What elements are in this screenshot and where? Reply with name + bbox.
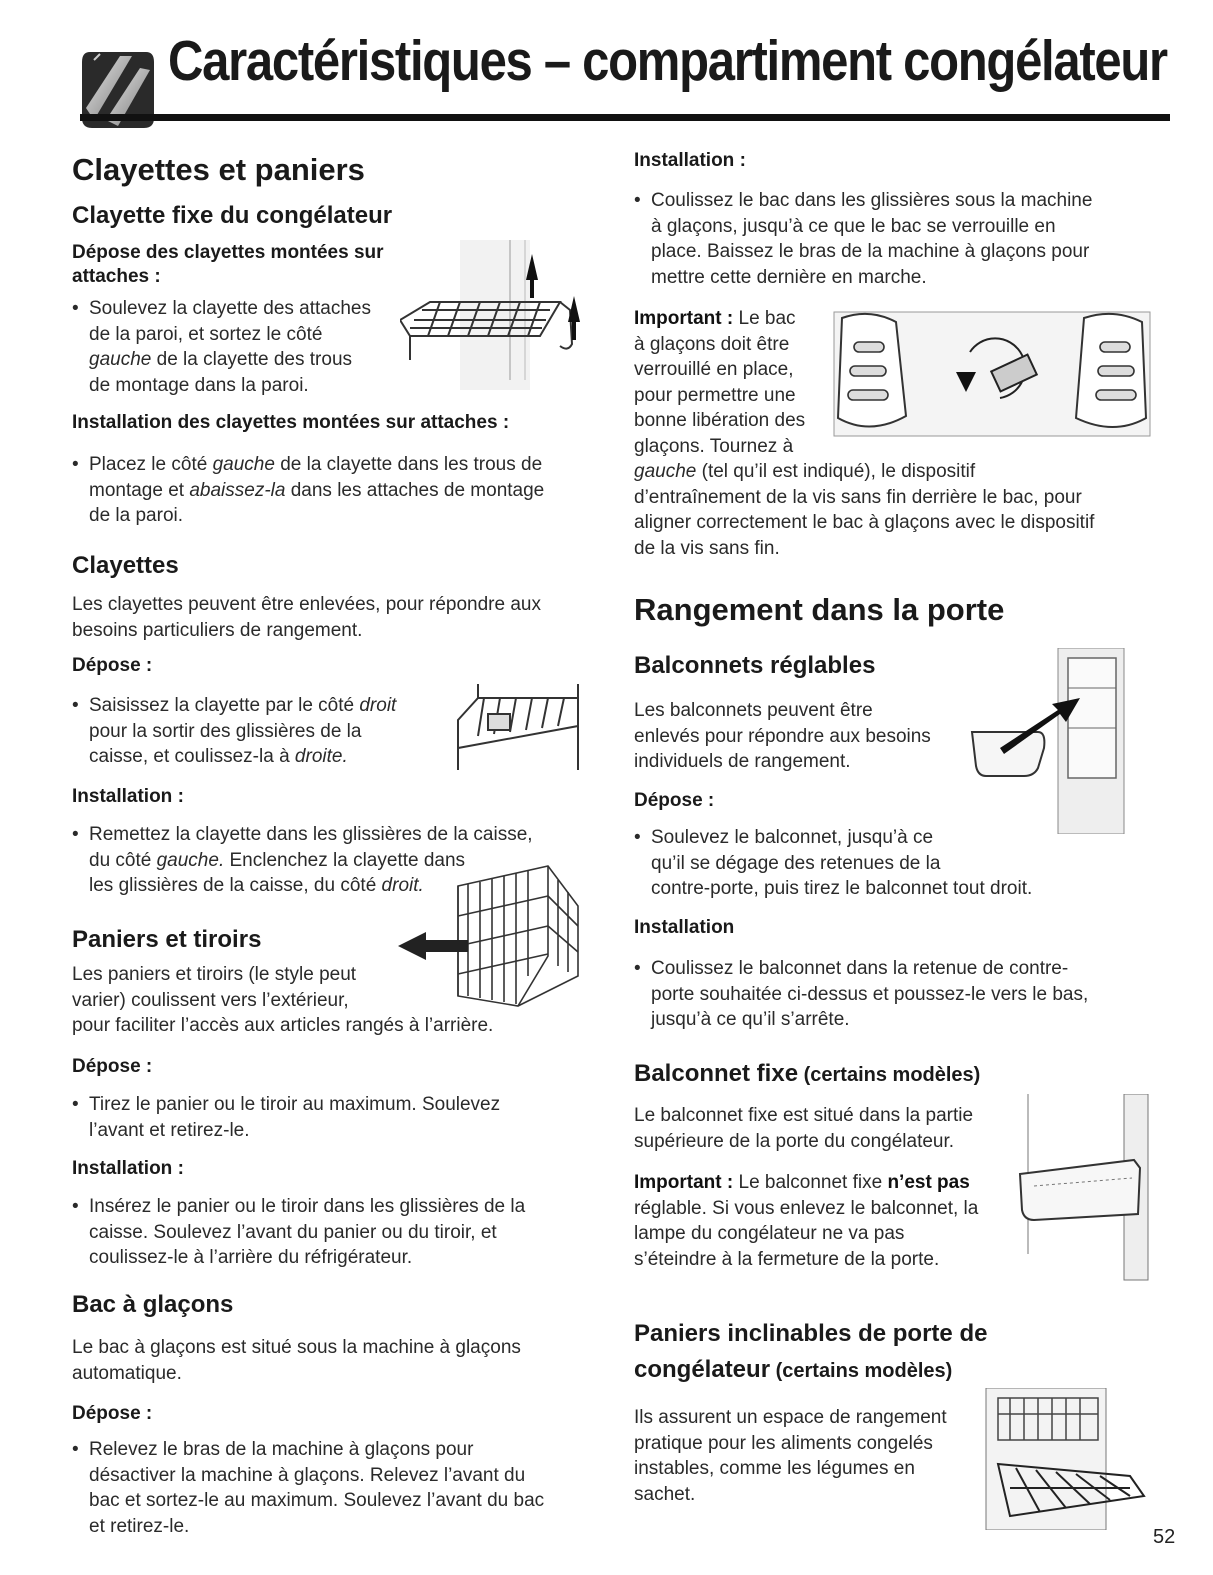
heading-paniers-inclinables-1: Paniers inclinables de porte de <box>634 1320 988 1347</box>
bullet-install-2: • Insérez le panier ou le tiroir dans les glissières de la caisse. Soulevez l’avant du panier ou du tiroir, et coulissez-le à l’arrière du réfrigérateur. <box>72 1194 599 1271</box>
bullet-install-attaches: • Placez le côté gauche de la clayette dans les trous de montage et abaissez-la dans les attaches de montage de la paroi. <box>72 452 599 529</box>
heading-clayettes: Clayettes <box>72 552 179 579</box>
bullet-depose-2: • Tirez le panier ou le tiroir au maximum. Soulevez l’avant et retirez-le. <box>72 1092 599 1143</box>
para-clayettes: Les clayettes peuvent être enlevées, pour répondre aux besoins particuliers de rangement. <box>72 594 541 641</box>
heading-depose-1: Dépose : <box>72 655 153 676</box>
heading-depose-4: Dépose : <box>634 790 715 811</box>
heading-clayette-fixe: Clayette fixe du congélateur <box>72 202 393 229</box>
bullet-install-4: • Coulissez le balconnet dans la retenue de contre- porte souhaitée ci-dessus et poussez-le vers le bas, jusqu’à ce qu’il s’arrête. <box>634 956 1171 1033</box>
heading-depose-attaches-2: attaches : <box>72 266 161 287</box>
heading-clayettes-paniers: Clayettes et paniers <box>72 152 365 187</box>
bullet-depose-1: • Saisissez la clayette par le côté droit pour la sortir des glissières de la caisse, et coulissez-la à droite. <box>72 693 459 770</box>
sliding-shelf-illustration <box>448 680 588 776</box>
page-title: Caractéristiques – compartiment congélateur <box>168 29 1167 93</box>
heading-depose-2: Dépose : <box>72 1056 153 1077</box>
heading-balconnets: Balconnets réglables <box>634 652 876 679</box>
para-bac: Le bac à glaçons est situé sous la machine à glaçons automatique. <box>72 1337 521 1384</box>
heading-bac-glacons: Bac à glaçons <box>72 1291 234 1318</box>
wall-shelf-illustration <box>400 240 590 390</box>
bullet-install-3: • Coulissez le bac dans les glissières sous la machine à glaçons, jusqu’à ce que le bac se verrouille en place. Baissez le bras de la machine à glaçons pour mettre cette dernière en marche. <box>634 188 1171 290</box>
title-rule <box>80 114 1170 121</box>
ice-bin-auger-illustration <box>830 308 1154 438</box>
heading-depose-attaches-1: Dépose des clayettes montées sur <box>72 242 384 263</box>
para-paniers: Les paniers et tiroirs (le style peut varier) coulissent vers l’extérieur, pour faciliter l’accès aux articles rangés à l’arrière. <box>72 964 494 1036</box>
heading-depose-3: Dépose : <box>72 1403 153 1424</box>
para-important-bac: Important : Le bac à glaçons doit être verrouillé en place, pour permettre une bonne libération des glaçons. Tournez à gauche (tel qu’il est indiqué), le dispositif d’entraînement de la vis sans fin derrière le bac, pour aligner correctement le bac à glaçons avec le dispositif de la vis sans fin. <box>634 308 1095 559</box>
para-paniers-inclinables: Ils assurent un espace de rangement pratique pour les aliments congelés instables, comme les légumes en sachet. <box>634 1407 947 1505</box>
heading-install-4: Installation <box>634 917 735 938</box>
heading-paniers-inclinables-2: congélateur (certains modèles) <box>634 1356 953 1383</box>
page-number: 52 <box>1153 1526 1176 1548</box>
heading-install-3: Installation : <box>634 150 746 171</box>
heading-rangement: Rangement dans la porte <box>634 592 1005 627</box>
heading-paniers: Paniers et tiroirs <box>72 926 262 953</box>
fixed-door-bin-illustration <box>1014 1094 1150 1284</box>
para-important-balconnet: Important : Le balconnet fixe n’est pas réglable. Si vous enlevez le balconnet, la lampe du congélateur ne va pas s’éteindre à la fermeture de la porte. <box>634 1172 979 1270</box>
heading-install-1: Installation : <box>72 786 184 807</box>
bullet-depose-attaches: • Soulevez la clayette des attaches de la paroi, et sortez le côté gauche de la clayette des trous de montage dans la paroi. <box>72 296 419 398</box>
heading-balconnet-fixe: Balconnet fixe (certains modèles) <box>634 1060 981 1087</box>
tilt-basket-illustration <box>980 1388 1150 1530</box>
heading-install-2: Installation : <box>72 1158 184 1179</box>
para-balconnet-fixe: Le balconnet fixe est situé dans la partie supérieure de la porte du congélateur. <box>634 1105 974 1152</box>
bullet-depose-4: • Soulevez le balconnet, jusqu’à ce qu’il se dégage des retenues de la contre-porte, puis tirez le balconnet tout droit. <box>634 825 1171 902</box>
para-balconnets: Les balconnets peuvent être enlevés pour répondre aux besoins individuels de rangement. <box>634 700 931 772</box>
heading-install-attaches: Installation des clayettes montées sur attaches : <box>72 412 510 433</box>
door-bin-illustration <box>968 648 1128 834</box>
bullet-install-1: • Remettez la clayette dans les glissières de la caisse, du côté gauche. Enclenchez la clayette dans les glissières de la caisse, du côté droit. <box>72 822 599 899</box>
bullet-depose-3: • Relevez le bras de la machine à glaçons pour désactiver la machine à glaçons. Relevez l’avant du bac et sortez-le au maximum. Soulevez l’avant du bac et retirez-le. <box>72 1437 609 1539</box>
